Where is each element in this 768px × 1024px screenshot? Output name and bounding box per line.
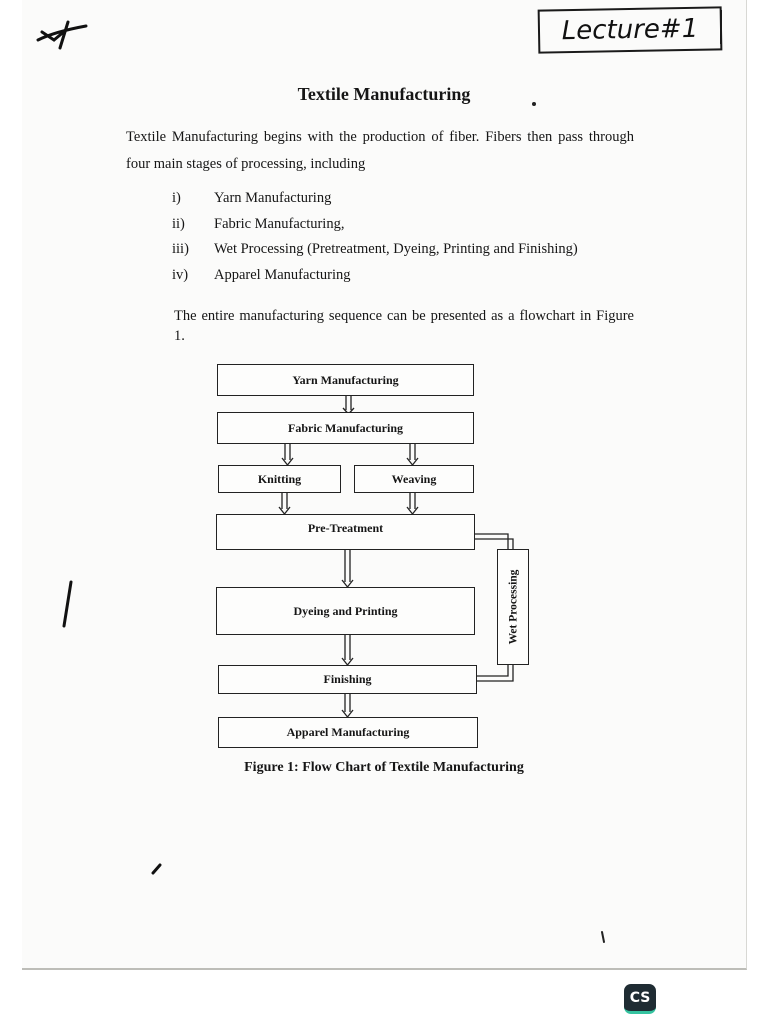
lecture-tag: Lecture#1: [538, 6, 723, 53]
sequence-paragraph: The entire manufacturing sequence can be presented as a flowchart in Figure 1.: [174, 308, 634, 344]
wet-bracket-top: [475, 534, 513, 549]
wet-processing-label: Wet Processing: [507, 569, 520, 645]
list-number: i): [172, 190, 181, 206]
arrow-knitting-pretreatment: [279, 493, 290, 514]
list-number: iv): [172, 266, 189, 283]
list-text: Wet Processing (Pretreatment, Dyeing, Printing and Finishing): [214, 241, 578, 257]
wet-bracket-bottom: [477, 665, 513, 681]
flow-fabric-manufacturing: Fabric Manufacturing: [217, 412, 474, 444]
page-title: Textile Manufacturing: [297, 84, 471, 104]
list-number: iii): [172, 241, 189, 257]
flow-pre-treatment: Pre-Treatment: [216, 514, 475, 550]
pen-dot-mark: [598, 930, 608, 944]
pen-dot-mark: [530, 100, 538, 108]
flow-finishing: Finishing: [218, 665, 477, 694]
list-text: Apparel Manufacturing: [214, 266, 351, 283]
figure-caption: Figure 1: Flow Chart of Textile Manufacturing: [244, 760, 524, 775]
list-text: Yarn Manufacturing: [214, 190, 332, 206]
arrow-pretreatment-dyeing: [342, 550, 353, 587]
flow-weaving: Weaving: [354, 465, 474, 493]
arrow-weaving-pretreatment: [407, 493, 418, 514]
arrow-dyeing-finishing: [342, 635, 353, 665]
arrow-fabric-knitting: [282, 444, 293, 465]
arrow-fabric-weaving: [407, 444, 418, 465]
flow-dyeing-printing: Dyeing and Printing: [216, 587, 475, 635]
pen-stroke-mark: [60, 580, 76, 630]
flow-apparel-manufacturing: Apparel Manufacturing: [218, 717, 478, 748]
list-number: ii): [172, 215, 185, 232]
flow-knitting: Knitting: [218, 465, 341, 493]
pen-dot-mark: [150, 862, 164, 876]
flow-wet-processing: [497, 549, 529, 665]
arrow-finishing-apparel: [342, 694, 353, 717]
list-text: Fabric Manufacturing,: [214, 215, 345, 232]
camscanner-badge: CS: [624, 984, 656, 1014]
flow-yarn-manufacturing: Yarn Manufacturing: [217, 364, 474, 396]
intro-paragraph: Textile Manufacturing begins with the production of fiber. Fibers then pass through four main stages of processing, including: [126, 129, 634, 172]
